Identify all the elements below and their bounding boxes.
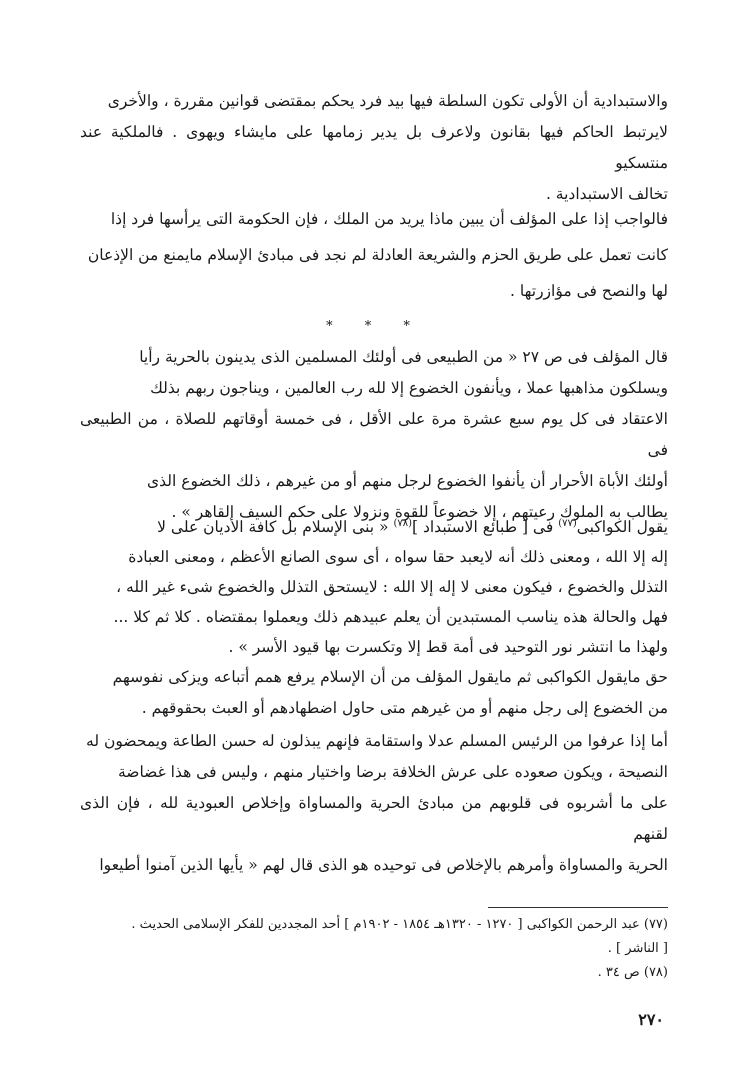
footnote-77-continuation: [ الناشر ] .: [607, 941, 668, 956]
footnote-78: (٧٨) ص ٣٤ .: [597, 965, 668, 980]
text-line: تخالف الاستبدادية .: [545, 185, 668, 203]
text-segment: فى [ طبائع الاستبداد ]: [412, 518, 554, 537]
text-line: إله إلا الله ، ومعنى ذلك أنه لايعبد حقا سواه ، أى سوى الصانع الأعظم ، ومعنى العبادة: [128, 548, 668, 567]
page-number: ٢٧٠: [638, 1010, 664, 1029]
text-line: التذلل والخضوع ، فيكون معنى لا إله إلا الله : لايستحق التذلل والخضوع شىء غير الله ،: [116, 578, 668, 597]
text-line: ولهذا ما انتشر نور التوحيد فى أمة قط إلا وتكسرت بها قيود الأسر » .: [228, 638, 668, 657]
text-line: يطالب به الملوك رعيتهم ، إلا خضوعاً للقوة ونزولا على حكم السيف القاهر » .: [171, 503, 668, 521]
text-segment: يقول الكواكبى: [576, 518, 668, 537]
paragraph-4: [80, 509, 668, 662]
text-line: والاستبدادية أن الأولى تكون السلطة فيها بيد فرد يحكم بمقتضى قوانين مقررة ، والأخرى: [107, 92, 668, 110]
section-separator: * * *: [326, 319, 424, 334]
text-line: كانت تعمل على طريق الحزم والشريعة العادلة لم نجد فى مبادئ الإسلام مايمنع من الإذعان: [87, 246, 668, 264]
text-line: النصيحة ، ويكون صعوده على عرش الخلافة برضا واختيار منهم ، وليس فى هذا غضاضة: [117, 763, 668, 781]
text-line: الحرية والمساواة وأمرهم بالإخلاص فى توحيده هو الذى قال لهم « يأيها الذين آمنوا أطيعوا: [99, 856, 668, 874]
text-segment: « بنى الإسلام بل كافة الأديان على لا: [157, 518, 389, 537]
text-line: فالواجب إذا على المؤلف أن يبين ماذا يريد من الملك ، فإن الحكومة التى يرأسها فرد إذا: [110, 210, 668, 228]
footnote-ref-77[interactable]: (٧٧): [558, 518, 577, 529]
text-line: من الخضوع إلى رجل منهم أو من غيرهم متى حاول اضطهادهم أو العبث بحقوقهم .: [141, 699, 668, 717]
text-line: ويسلكون مذاهبها عملا ، ويأنفون الخضوع إلا لله رب العالمين ، ويناجون ربهم بذلك: [150, 379, 668, 397]
text-line: لايرتبط الحاكم فيها بقانون ولاعرف بل يدير زمامها على مايشاء ويهوى . فالملكية عند منتسكيو: [80, 123, 668, 172]
text-line: أما إذا عرفوا من الرئيس المسلم عدلا واستقامة فإنهم يبذلون له حسن الطاعة ويمحضون له: [86, 732, 668, 750]
text-line: [80, 509, 668, 542]
text-line: قال المؤلف فى ص ٢٧ « من الطبيعى فى أولئك المسلمين الذى يدينون بالحرية رأيا: [139, 348, 668, 366]
paragraph-1: [80, 86, 668, 210]
footnote-77: (٧٧) عبد الرحمن الكواكبى [ ١٢٧٠ - ١٣٢٠هـ ١٨٥٤ - ١٩٠٢م ] أحد المجددين للفكر الإسلامى الحديث .: [131, 917, 668, 932]
paragraph-6: [80, 726, 668, 881]
footnote-divider: [488, 907, 668, 908]
text-line: على ما أشربوه فى قلوبهم من مبادئ الحرية والمساواة وإخلاص العبودية لله ، فإن الذى لقنهم: [80, 794, 668, 843]
text-line: حق مايقول الكواكبى ثم مايقول المؤلف من أن الإسلام يرفع همم أتباعه ويزكى نفوسهم: [112, 668, 668, 686]
text-line: فهل والحالة هذه يناسب المستبدين أن يعلم عبيدهم ذلك ويعملوا بمقتضاه . كلا ثم كلا ...: [113, 608, 668, 627]
paragraph-2: [80, 201, 668, 309]
text-line: الاعتقاد فى كل يوم سبع عشرة مرة على الأقل ، فى خمسة أوقاتهم للصلاة ، من الطبيعى فى: [80, 410, 668, 459]
text-line: أولئك الأباة الأحرار أن يأنفوا الخضوع لرجل منهم أو من غيرهم ، ذلك الخضوع الذى: [146, 472, 668, 490]
text-line: لها والنصح فى مؤازرتها .: [510, 282, 668, 300]
paragraph-3: [80, 342, 668, 528]
footnote-ref-78[interactable]: (٧٨): [393, 518, 412, 529]
paragraph-5: [80, 662, 668, 724]
